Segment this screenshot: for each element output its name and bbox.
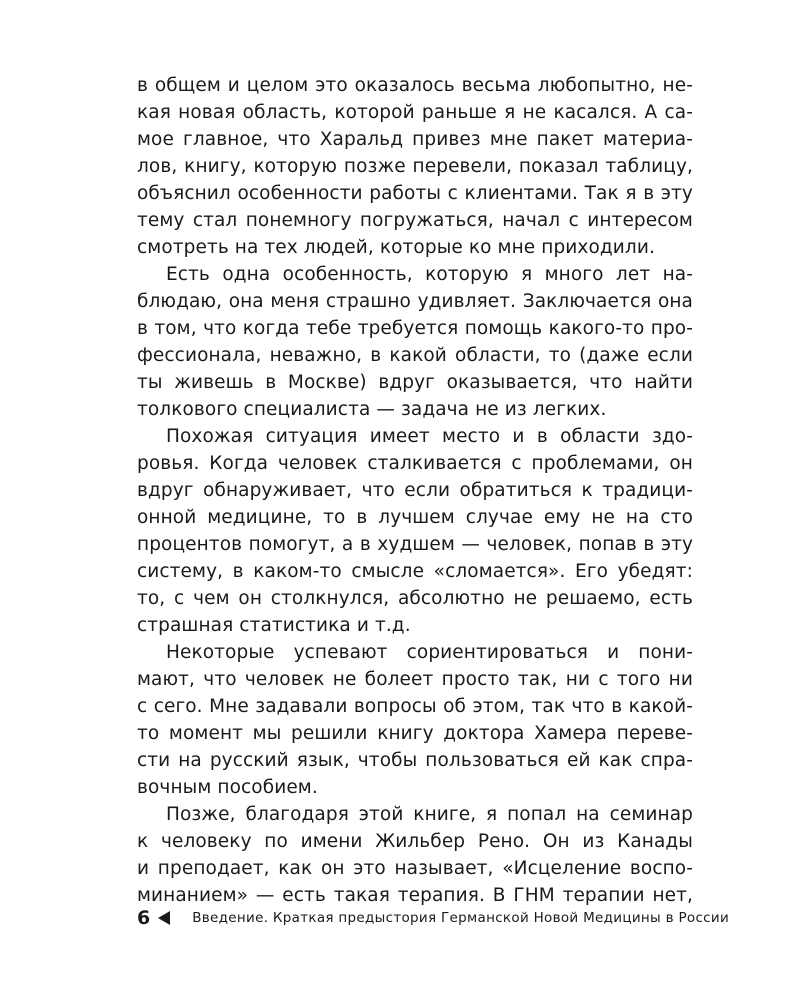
text-line: в общем и целом это оказалось весьма любопытно, не- [137,75,693,96]
arrow-left-icon [158,911,170,925]
text-line: то момент мы решили книгу доктора Хамера переве- [137,723,693,744]
text-line: мают, что человек не болеет просто так, ни с того ни [137,669,693,690]
text-line: блюдаю, она меня страшно удивляет. Заключается она [137,291,693,312]
text-line: ты живешь в Москве) вдруг оказывается, что найти [137,372,693,393]
text-line: фессионала, неважно, в какой области, то (даже если [137,345,693,366]
text-line: и преподает, как он это называет, «Исцеление воспо- [137,858,693,879]
text-line: минанием» — есть такая терапия. В ГНМ терапии нет, [137,885,693,906]
text-line: страшная статистика и т.д. [137,615,411,636]
text-line: сти на русский язык, чтобы пользоваться ей как спра- [137,750,693,771]
text-line: систему, в каком-то смысле «сломается». Его убедят: [137,561,693,582]
text-line: Некоторые успевают сориентироваться и пони- [166,642,693,663]
text-line: Похожая ситуация имеет место и в области здо- [166,426,693,447]
text-line: толкового специалиста — задача не из легких. [137,399,607,420]
text-line: кая новая область, которой раньше я не касался. А са- [137,102,693,123]
running-title: Введение. Краткая предыстория Германской Новой Медицины в России [192,910,730,926]
text-line: то, с чем он столкнулся, абсолютно не решаемо, есть [137,588,693,609]
text-line: ровья. Когда человек сталкивается с проблемами, он [137,453,693,474]
text-line: объяснил особенности работы с клиентами. Так я в эту [137,183,693,204]
text-line: тему стал понемногу погружаться, начал с интересом [137,210,693,231]
text-line: вочным пособием. [137,777,318,798]
text-line: в том, что когда тебе требуется помощь какого-то про- [137,318,693,339]
page-number: 6 [137,907,151,929]
text-line: с сего. Мне задавали вопросы об этом, так что в какой- [137,696,693,717]
text-line: вдруг обнаруживает, что если обратиться к традици- [137,480,693,501]
text-line: смотреть на тех людей, которые ко мне приходили. [137,237,655,258]
text-line: процентов помогут, а в худшем — человек, попав в эту [137,534,693,555]
text-line: лов, книгу, которую позже перевели, показал таблицу, [137,156,693,177]
text-line: Позже, благодаря этой книге, я попал на семинар [166,804,693,825]
text-line: онной медицине, то в лучшем случае ему не на сто [137,507,693,528]
text-line: мое главное, что Харальд привез мне пакет материа- [137,129,693,150]
text-line: к человеку по имени Жильбер Рено. Он из Канады [137,831,693,852]
text-line: Есть одна особенность, которую я много лет на- [166,264,693,285]
page-footer [137,906,730,930]
